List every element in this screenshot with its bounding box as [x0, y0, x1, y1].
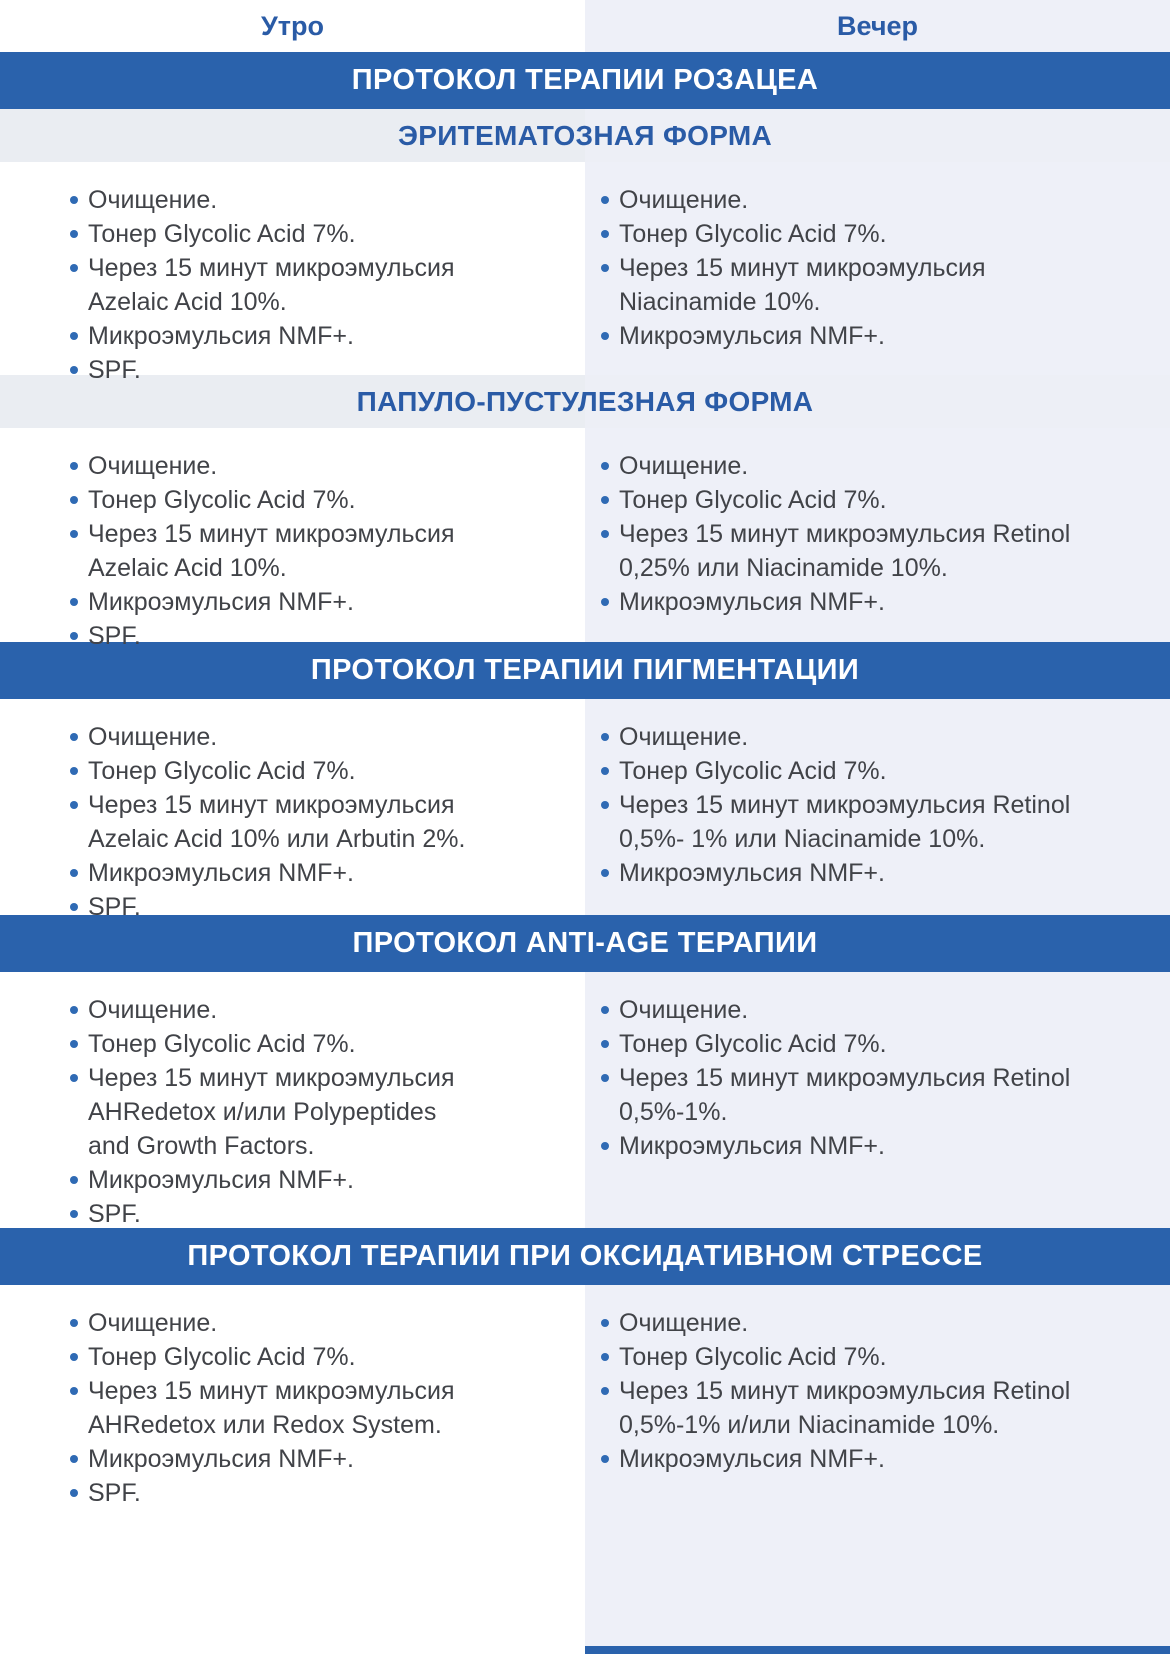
- protocol-step-item: Тонер Glycolic Acid 7%.: [601, 483, 1085, 517]
- section-title-oxidative-stress: ПРОТОКОЛ ТЕРАПИИ ПРИ ОКСИДАТИВНОМ СТРЕССЕ: [0, 1228, 1170, 1285]
- protocol-step-item: Микроэмульсия NMF+.: [70, 319, 533, 353]
- bottom-banner-strip: [585, 1646, 1170, 1654]
- papulopustular-morning-list: [70, 449, 533, 653]
- pigmentation-evening-list: [601, 720, 1085, 890]
- protocol-step-item: Тонер Glycolic Acid 7%.: [70, 1340, 533, 1374]
- protocol-step-item: Через 15 минут микроэмульсия Retinol 0,5%- 1% или Niacinamide 10%.: [601, 788, 1085, 856]
- protocol-step-item: Тонер Glycolic Acid 7%.: [70, 483, 533, 517]
- protocol-step-item: Через 15 минут микроэмульсия Retinol 0,5%-1%.: [601, 1061, 1085, 1129]
- protocol-step-item: Тонер Glycolic Acid 7%.: [601, 1340, 1085, 1374]
- protocol-step-item: Микроэмульсия NMF+.: [70, 585, 533, 619]
- column-header-morning: Утро: [260, 10, 324, 41]
- protocol-step-item: SPF.: [70, 1476, 533, 1510]
- pigmentation-morning-list: [70, 720, 533, 924]
- protocol-row-antiage: [0, 972, 1170, 1228]
- protocol-step-item: Через 15 минут микроэмульсия AHRedetox или Redox System.: [70, 1374, 533, 1442]
- protocol-step-item: Очищение.: [70, 993, 533, 1027]
- protocol-step-item: Очищение.: [601, 720, 1085, 754]
- protocol-step-item: SPF.: [70, 353, 533, 387]
- bottom-cutoff-row: [0, 1646, 1170, 1654]
- antiage-morning-list: [70, 993, 533, 1231]
- protocol-step-item: Микроэмульсия NMF+.: [601, 1442, 1085, 1476]
- protocol-step-item: Через 15 минут микроэмульсия Niacinamide 10%.: [601, 251, 1085, 319]
- subsection-title-papulopustular: ПАПУЛО-ПУСТУЛЕЗНАЯ ФОРМА: [0, 375, 1170, 428]
- protocol-step-item: Микроэмульсия NMF+.: [601, 1129, 1085, 1163]
- protocol-step-item: Очищение.: [601, 993, 1085, 1027]
- protocol-step-item: Микроэмульсия NMF+.: [601, 585, 1085, 619]
- pigmentation-morning-cell: [0, 699, 585, 921]
- antiage-evening-list: [601, 993, 1085, 1163]
- protocol-step-item: Через 15 минут микроэмульсия Retinol 0,25% или Niacinamide 10%.: [601, 517, 1085, 585]
- protocol-step-item: Микроэмульсия NMF+.: [601, 319, 1085, 353]
- subsection-title-erythematous: ЭРИТЕМАТОЗНАЯ ФОРМА: [0, 109, 1170, 162]
- section-title-pigmentation: ПРОТОКОЛ ТЕРАПИИ ПИГМЕНТАЦИИ: [0, 642, 1170, 699]
- protocol-step-item: Через 15 минут микроэмульсия Retinol 0,5%-1% и/или Niacinamide 10%.: [601, 1374, 1085, 1442]
- protocol-row-papulopustular: [0, 428, 1170, 650]
- protocol-step-item: Микроэмульсия NMF+.: [70, 856, 533, 890]
- pigmentation-evening-cell: [585, 699, 1170, 915]
- papulopustular-evening-cell: [585, 428, 1170, 642]
- erythematous-evening-list: [601, 183, 1085, 353]
- oxidative-evening-list: [601, 1306, 1085, 1476]
- antiage-evening-cell: [585, 972, 1170, 1228]
- section-title-antiage: ПРОТОКОЛ ANTI-AGE ТЕРАПИИ: [0, 915, 1170, 972]
- papulopustular-evening-list: [601, 449, 1085, 619]
- protocol-step-item: Через 15 минут микроэмульсия Azelaic Acid 10% или Arbutin 2%.: [70, 788, 533, 856]
- protocol-step-item: SPF.: [70, 890, 533, 924]
- protocol-step-item: Очищение.: [601, 183, 1085, 217]
- protocol-step-item: SPF.: [70, 1197, 533, 1231]
- erythematous-evening-cell: [585, 162, 1170, 375]
- protocol-row-oxidative-stress: [0, 1285, 1170, 1646]
- protocol-row-pigmentation: [0, 699, 1170, 921]
- protocol-step-item: Через 15 минут микроэмульсия Azelaic Acid 10%.: [70, 517, 533, 585]
- protocol-step-item: Тонер Glycolic Acid 7%.: [601, 754, 1085, 788]
- protocol-step-item: Тонер Glycolic Acid 7%.: [70, 1027, 533, 1061]
- protocol-step-item: Очищение.: [601, 1306, 1085, 1340]
- erythematous-morning-list: [70, 183, 533, 387]
- protocol-step-item: Очищение.: [70, 183, 533, 217]
- oxidative-morning-cell: [0, 1285, 585, 1646]
- protocol-step-item: SPF.: [70, 619, 533, 653]
- protocol-step-item: Очищение.: [70, 1306, 533, 1340]
- protocol-step-item: Тонер Glycolic Acid 7%.: [70, 217, 533, 251]
- protocol-step-item: Очищение.: [70, 449, 533, 483]
- protocol-step-item: Через 15 минут микроэмульсия AHRedetox и/или Polypeptides and Growth Factors.: [70, 1061, 533, 1163]
- column-header-evening: Вечер: [585, 0, 1170, 52]
- erythematous-morning-cell: [0, 162, 585, 384]
- column-header-row: [0, 0, 1170, 52]
- papulopustular-morning-cell: [0, 428, 585, 650]
- protocol-step-item: Тонер Glycolic Acid 7%.: [601, 1027, 1085, 1061]
- section-title-rosacea: ПРОТОКОЛ ТЕРАПИИ РОЗАЦЕА: [0, 52, 1170, 109]
- protocol-step-item: Очищение.: [601, 449, 1085, 483]
- oxidative-morning-list: [70, 1306, 533, 1510]
- protocol-step-item: Тонер Glycolic Acid 7%.: [70, 754, 533, 788]
- protocol-step-item: Микроэмульсия NMF+.: [70, 1163, 533, 1197]
- antiage-morning-cell: [0, 972, 585, 1228]
- protocol-step-item: Микроэмульсия NMF+.: [70, 1442, 533, 1476]
- protocol-step-item: Тонер Glycolic Acid 7%.: [601, 217, 1085, 251]
- protocol-step-item: Через 15 минут микроэмульсия Azelaic Acid 10%.: [70, 251, 533, 319]
- bottom-left-spacer: [0, 1646, 585, 1654]
- protocol-step-item: Микроэмульсия NMF+.: [601, 856, 1085, 890]
- oxidative-evening-cell: [585, 1285, 1170, 1646]
- protocol-row-erythematous: [0, 162, 1170, 384]
- protocol-step-item: Очищение.: [70, 720, 533, 754]
